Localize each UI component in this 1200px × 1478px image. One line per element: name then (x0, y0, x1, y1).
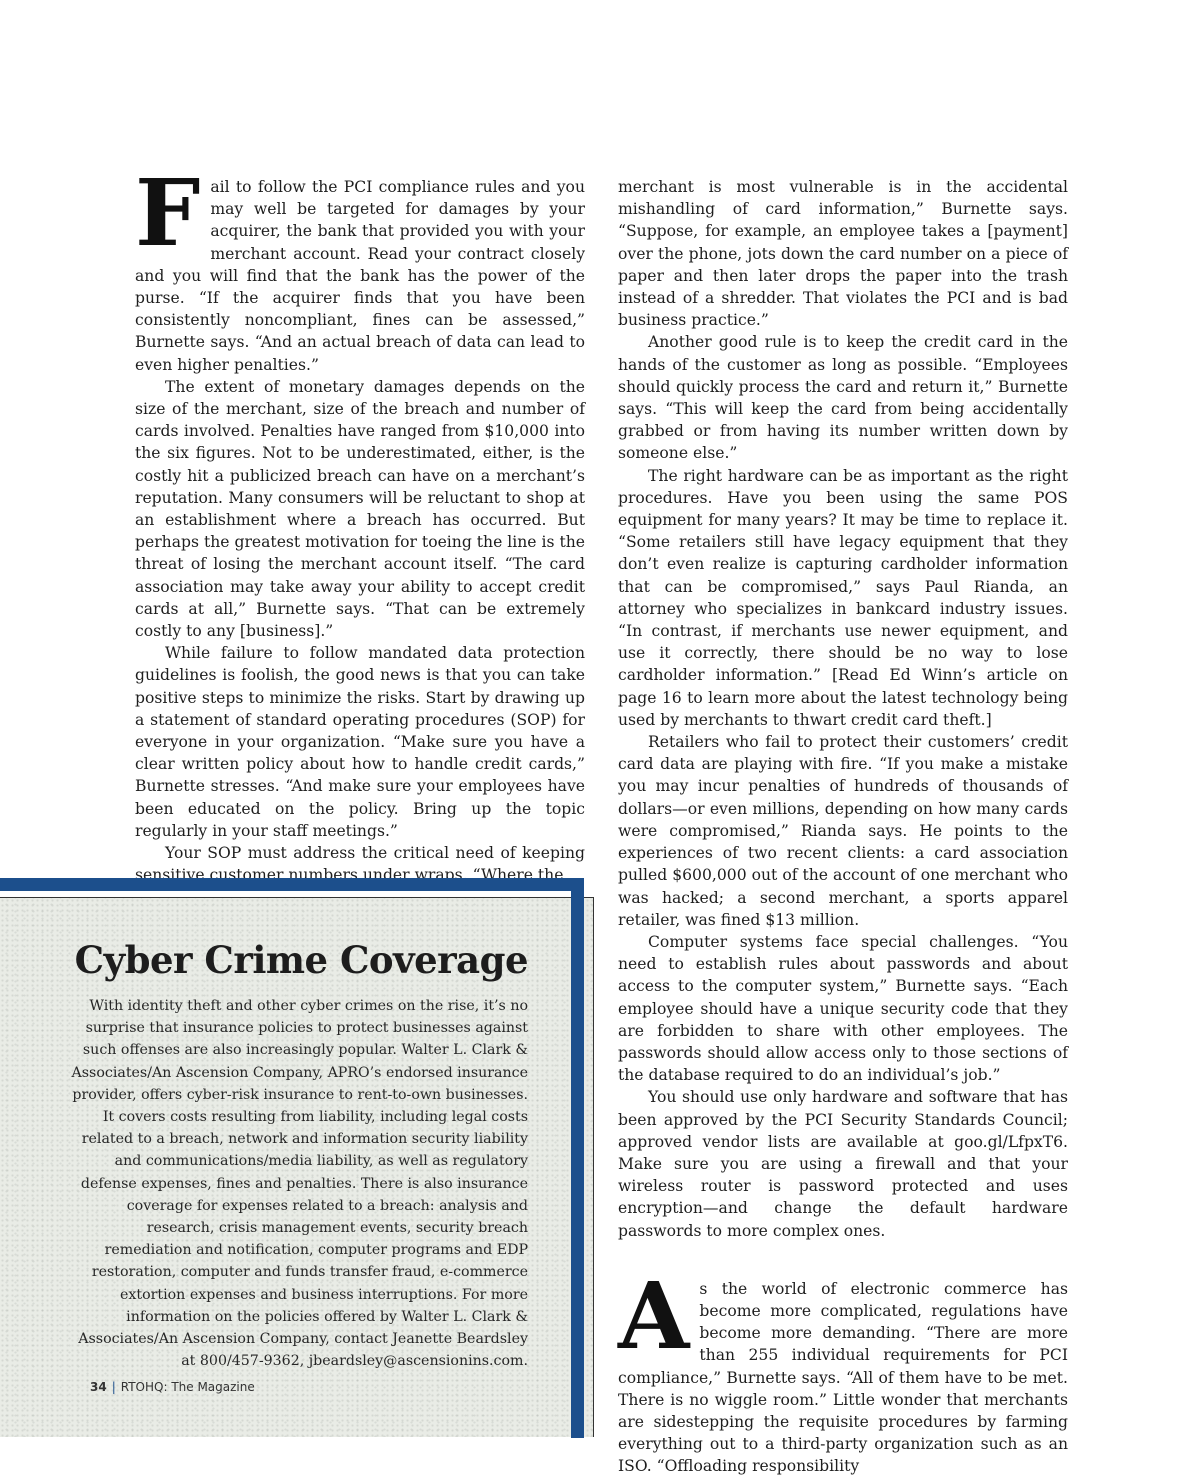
article-paragraph: Another good rule is to keep the credit card in the hands of the customer as long as possible. “Employees should quickly process the card and return it,” Burnette says. “This will keep the card from being accidentally grabbed or from having its number written down by someone else.” (618, 333, 1068, 463)
footer-separator: | (111, 1380, 116, 1394)
article-paragraph: Computer systems face special challenges. “You need to establish rules about passwords and about access to the computer system,” Burnette says. “Each employee should have a unique security code that they are forbidden to share with other employees. The passwords should allow access only to those sections of the database required to do an individual’s job.” (618, 932, 1068, 1085)
publication-name: RTOHQ: The Magazine (120, 1380, 255, 1394)
sidebar-title: Cyber Crime Coverage (74, 938, 528, 982)
article-paragraph: Your SOP must address the critical need of keeping sensitive customer numbers under wraps. “Where the (135, 844, 585, 885)
article-left-column (135, 159, 585, 887)
page-footer (90, 1380, 255, 1394)
dropcap-letter: F (135, 159, 201, 267)
article-paragraph: ail to follow the PCI compliance rules and you may well be targeted for damages by your acquirer, the bank that provided you with your merchant account. Read your contract closely and you will find that the bank has the power of the purse. “If the acquirer finds that you have been consistently noncompliant, fines can be assessed,” Burnette says. “And an actual breach of data can lead to even higher penalties.” (135, 178, 585, 374)
article-paragraph: The extent of monetary damages depends on the size of the merchant, size of the breach and number of cards involved. Penalties have ranged from $10,000 into the six figures. Not to be underestimated, either, is the costly hit a publicized breach can have on a merchant’s reputation. Many consumers will be reluctant to shop at an establishment where a breach has occurred. But perhaps the greatest motivation for toeing the line is the threat of losing the merchant account itself. “The card association may take away your ability to accept credit cards at all,” Burnette says. “That can be extremely costly to any [business].” (135, 377, 585, 641)
page-number: 34 (90, 1380, 107, 1394)
sidebar-text: With identity theft and other cyber crimes on the rise, it’s no surprise that insurance policies to protect businesses against such offenses are also increasingly popular. Walter L. Clark & Associates/An Ascension Company, APRO’s endorsed insurance provider, offers cyber-risk insurance to rent-to-own businesses. It covers costs resulting from liability, including legal costs related to a breach, network and information security liability and communications/media liability, as well as regulatory defense expenses, fines and penalties. There is also insurance coverage for expenses related to a breach: analysis and research, crisis management events, security breach remediation and notification, computer programs and EDP restoration, computer and funds transfer fraud, e-commerce extortion expenses and business interruptions. For more information on the policies offered by Walter L. Clark & Associates/An Ascension Company, contact Jeanette Beardsley at 800/457-9362, jbeardsley@ascensionins.com. (71, 998, 528, 1370)
article-paragraph: You should use only hardware and software that has been approved by the PCI Security Standards Council; approved vendor lists are available at goo.gl/LfpxT6. Make sure you are using a firewall and that your wireless router is password protected and uses encryption—and change the default hardware passwords to more complex ones. (618, 1088, 1068, 1240)
article-paragraph: Retailers who fail to protect their customers’ credit card data are playing with fire. “If you make a mistake you may incur penalties of hundreds of thousands of dollars—or even millions, depending on how many cards were compromised,” Rianda says. He points to the experiences of two recent clients: a card association pulled $600,000 out of the account of one merchant who was hacked; a second merchant, a sports apparel retailer, was fined $13 million. (618, 733, 1068, 929)
article-paragraph: While failure to follow mandated data protection guidelines is foolish, the good news is that you can take positive steps to minimize the risks. Start by drawing up a statement of standard operating procedures (SOP) for everyone in your organization. “Make sure you have a clear written policy about how to handle credit cards,” Burnette stresses. “And make sure your employees have been educated on the policy. Bring up the topic regularly in your staff meetings.” (135, 644, 585, 840)
article-paragraph: s the world of electronic commerce has become more complicated, regulations have become more demanding. “There are more than 255 individual requirements for PCI compliance,” Burnette says. “All of them have to be met. There is no wiggle room.” Little wonder that merchants are sidestepping the requisite procedures by farming everything out to a third-party organization such as an ISO. “Offloading responsibility (618, 1279, 1068, 1476)
article-right-column (618, 176, 1068, 1478)
article-paragraph: The right hardware can be as important as the right procedures. Have you been using the same POS equipment for many years? It may be time to replace it. “Some retailers still have legacy equipment that they don’t even realize is capturing cardholder information that can be compromised,” says Paul Rianda, an attorney who specializes in bankcard industry issues. “In contrast, if merchants use newer equipment, and use it correctly, there should be no way to lose cardholder information.” [Read Ed Winn’s article on page 16 to learn more about the latest technology being used by merchants to thwart credit card theft.] (618, 466, 1068, 729)
article-paragraph: merchant is most vulnerable is in the accidental mishandling of card information,” Burnette says. “Suppose, for example, an employee takes a [payment] over the phone, jots down the card number on a piece of paper and then later drops the paper into the trash instead of a shredder. That violates the PCI and is bad business practice.” (618, 178, 1068, 330)
dropcap-letter: A (618, 1261, 690, 1370)
